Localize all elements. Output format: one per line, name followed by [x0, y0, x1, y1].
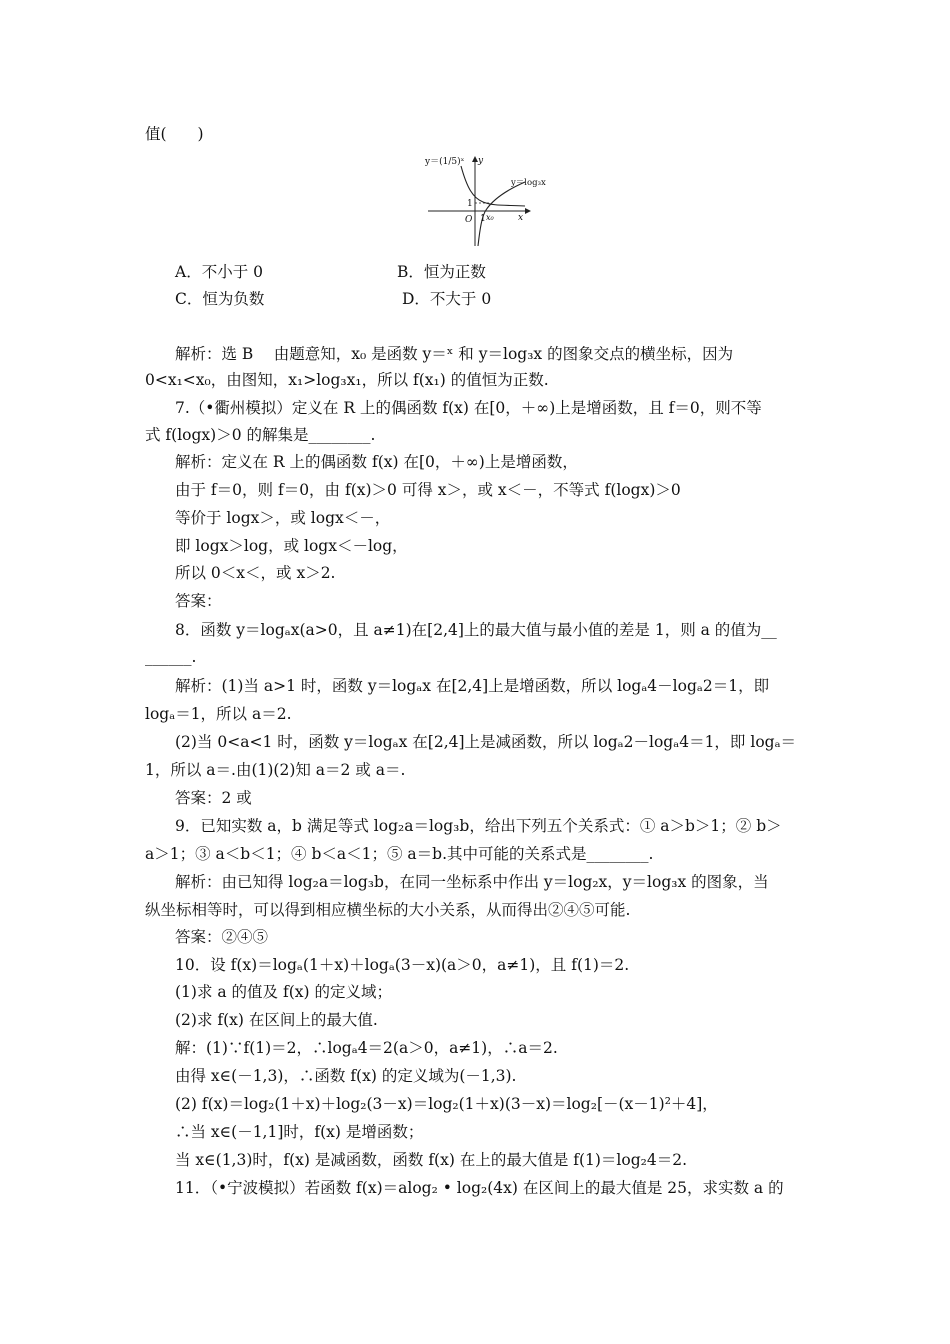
q8-solution-line1: 解析：(1)当 a>1 时，函数 y＝logₐx 在[2,4]上是增函数，所以 logₐ4－logₐ2＝1，即 — [175, 677, 770, 695]
q10-part2: (2)求 f(x) 在区间上的最大值. — [175, 1011, 378, 1029]
q7-stem-line2: 式 f(logx)＞0 的解集是________. — [145, 426, 376, 444]
q9-answer: 答案：②④⑤ — [175, 928, 269, 946]
q11-stem: 11．（•宁波模拟）若函数 f(x)＝alog₂ • log₂(4x) 在区间上的最大值是 25，求实数 a 的 — [175, 1179, 784, 1197]
q7-solution-line2: 由于 f＝0，则 f＝0，由 f(x)＞0 可得 x＞，或 x＜－，不等式 f(logx)＞0 — [175, 481, 681, 499]
q10-solution-line4: ∴当 x∈(－1,1]时，f(x) 是增函数； — [175, 1123, 424, 1141]
q9-stem-line1: 9．已知实数 a，b 满足等式 log₂a＝log₃b，给出下列五个关系式：① a＞b＞1；② b＞ — [175, 817, 782, 835]
q9-solution-line1: 解析：由已知得 log₂a＝log₃b，在同一坐标系中作出 y＝log₂x，y＝log₃x 的图象，当 — [175, 873, 769, 891]
x-axis-arrow — [525, 208, 531, 214]
option-d: D．不大于 0 — [402, 290, 492, 308]
option-c: C．恒为负数 — [175, 290, 265, 308]
q10-solution-line1: 解：(1)∵f(1)＝2，∴logₐ4＝2(a＞0，a≠1)，∴a＝2. — [175, 1039, 558, 1057]
q10-part1: (1)求 a 的值及 f(x) 的定义域； — [175, 983, 392, 1001]
label-x-axis: x — [518, 213, 524, 223]
q8-solution-line4: 1，所以 a＝.由(1)(2)知 a＝2 或 a＝. — [145, 761, 406, 779]
q7-solution-line4: 即 logx＞log，或 logx＜－log， — [175, 537, 408, 555]
q10-solution-line5: 当 x∈(1,3)时，f(x) 是减函数，函数 f(x) 在上的最大值是 f(1)＝log₂4＝2. — [175, 1151, 688, 1169]
q6-solution-line2: 0<x₁<x₀，由图知，x₁>log₃x₁，所以 f(x₁) 的值恒为正数. — [145, 371, 549, 389]
q8-solution-line3: (2)当 0<a<1 时，函数 y＝logₐx 在[2,4]上是减函数，所以 logₐ2－logₐ4＝1，即 logₐ＝ — [175, 733, 797, 751]
label-one-y: 1 — [467, 199, 473, 209]
q10-stem: 10．设 f(x)＝logₐ(1＋x)＋logₐ(3－x)(a＞0，a≠1)，且 f(1)＝2. — [175, 956, 630, 974]
label-log: y＝log₃x — [511, 178, 546, 188]
label-x0: x₀ — [486, 213, 494, 222]
q7-solution-line3: 等价于 logx＞，或 logx＜－， — [175, 509, 391, 527]
q10-solution-line2: 由得 x∈(－1,3)，∴函数 f(x) 的定义域为(－1,3). — [175, 1067, 517, 1085]
q8-stem-line2: ______. — [145, 648, 197, 666]
q9-solution-line2: 纵坐标相等时，可以得到相应横坐标的大小关系，从而得出②④⑤可能. — [145, 901, 631, 919]
label-origin: O — [465, 215, 473, 225]
q8-solution-line2: logₐ＝1，所以 a＝2. — [145, 705, 292, 723]
q6-solution-line1: 解析：选 B 由题意知，x₀ 是函数 y＝ˣ 和 y＝log₃x 的图象交点的横坐标，因为 — [175, 345, 734, 363]
q8-stem-line1: 8．函数 y＝logₐx(a>0，且 a≠1)在[2,4]上的最大值与最小值的差是 1，则 a 的值为__ — [175, 621, 777, 639]
q9-stem-line2: a＞1；③ a＜b＜1；④ b＜a＜1；⑤ a＝b.其中可能的关系式是________. — [145, 845, 654, 863]
q8-answer: 答案：2 或 — [175, 789, 252, 807]
q7-solution-line5: 所以 0＜x＜，或 x＞2. — [175, 564, 336, 582]
question-stem-end: 值( ) — [145, 125, 204, 143]
q7-solution-line1: 解析：定义在 R 上的偶函数 f(x) 在[0，＋∞)上是增函数， — [175, 453, 578, 471]
label-exponential: y＝(1/5)ˣ — [425, 157, 465, 167]
q7-stem-line1: 7.（•衢州模拟）定义在 R 上的偶函数 f(x) 在[0，＋∞)上是增函数，且 f＝0，则不等 — [175, 399, 762, 417]
function-graph — [425, 148, 546, 248]
q10-solution-line3: (2) f(x)＝log₂(1＋x)＋log₂(3－x)＝log₂(1＋x)(3－x)＝log₂[－(x－1)²＋4]， — [175, 1095, 718, 1113]
option-a: A．不小于 0 — [175, 263, 263, 281]
label-y-axis: y — [478, 156, 484, 166]
q7-answer: 答案： — [175, 592, 222, 610]
option-b: B．恒为正数 — [397, 263, 486, 281]
label-one-x: 1 — [480, 214, 486, 224]
